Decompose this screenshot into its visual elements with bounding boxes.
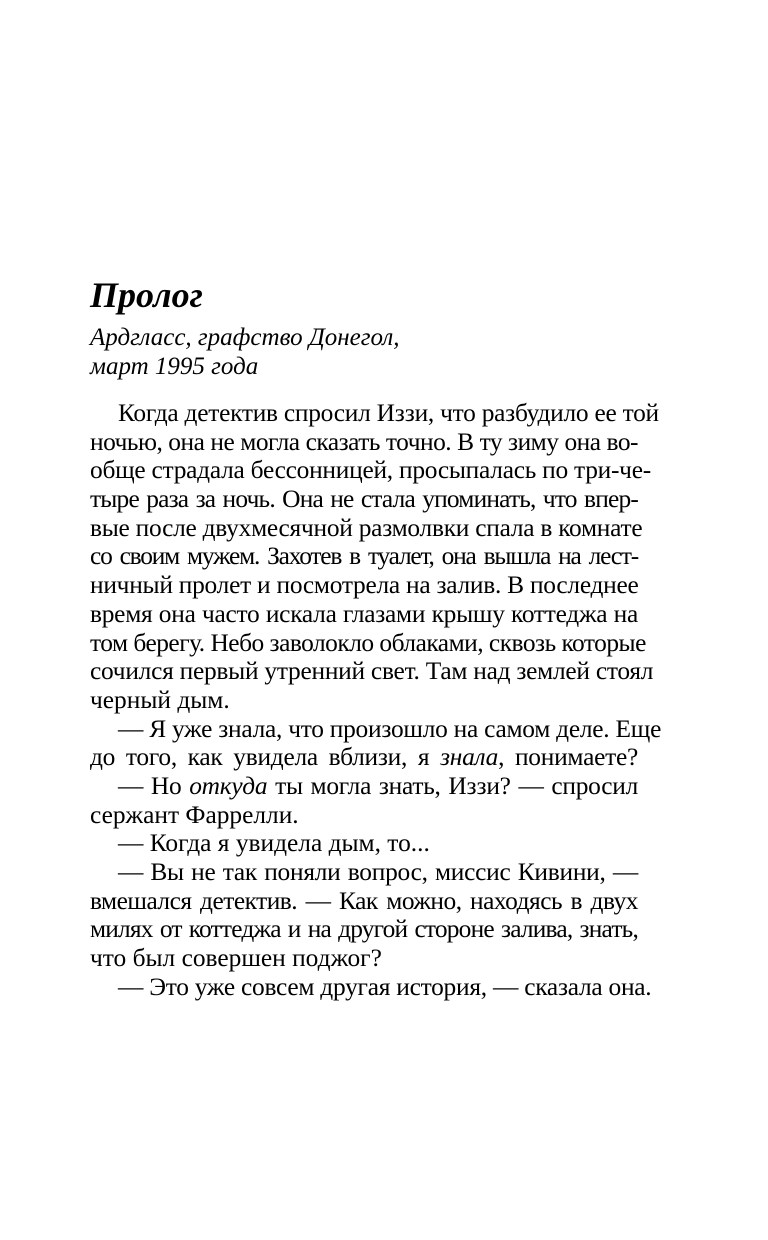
dialogue-line: — Это уже совсем другая история, — сказала она. (118, 972, 652, 1001)
text-line: сочился первый утренний свет. Там над землей стоял (90, 657, 654, 686)
dialogue-line: — Но откуда ты могла знать, Иззи? — спросил (118, 771, 639, 800)
emphasis: откуда (189, 771, 268, 800)
text-line: вмешался детектив. — Как можно, находясь в двух (90, 886, 638, 915)
dialogue-line: — Вы не так поняли вопрос, миссис Кивини, — (118, 858, 638, 886)
chapter-location (90, 324, 400, 381)
text-line: черный дым. (90, 685, 230, 714)
location-line-1: Ардгласс, графство Донегол, (90, 324, 400, 351)
text-line: вые после двухмесячной размолвки спала в комнате (90, 513, 643, 542)
text-line: Когда детектив спросил Иззи, что разбудило ее той (118, 399, 659, 427)
chapter-title: Пролог (90, 275, 203, 315)
text-line: тыре раза за ночь. Она не стала упоминать, что впер- (90, 485, 638, 514)
dialogue-line: — Когда я увидела дым, то... (118, 829, 430, 858)
text-line: время она часто искала глазами крышу коттеджа на (90, 599, 638, 628)
text-line: со своим мужем. Захотев в туалет, она вышла на лест- (90, 542, 638, 571)
text-line: ночью, она не могла сказать точно. В ту зиму она во- (90, 427, 638, 456)
text-line: до того, как увидела вблизи, я знала, понимаете? (90, 743, 638, 772)
location-line-2: март 1995 года (90, 352, 259, 380)
text-line: что был совершен поджог? (90, 944, 382, 973)
dialogue-line: — Я уже знала, что произошло на самом деле. Еще (118, 714, 662, 743)
text-line: ничный пролет и посмотрела на залив. В последнее (90, 571, 639, 600)
text-line: сержант Фаррелли. (90, 800, 299, 829)
body-text (90, 399, 662, 1001)
text-line: обще страдала бессонницей, просыпалась по три-че- (90, 456, 651, 485)
emphasis: знала (440, 743, 499, 772)
text-line: том берегу. Небо заволокло облаками, сквозь которые (90, 628, 646, 657)
text-line: милях от коттеджа и на другой стороне залива, знать, (90, 915, 638, 944)
